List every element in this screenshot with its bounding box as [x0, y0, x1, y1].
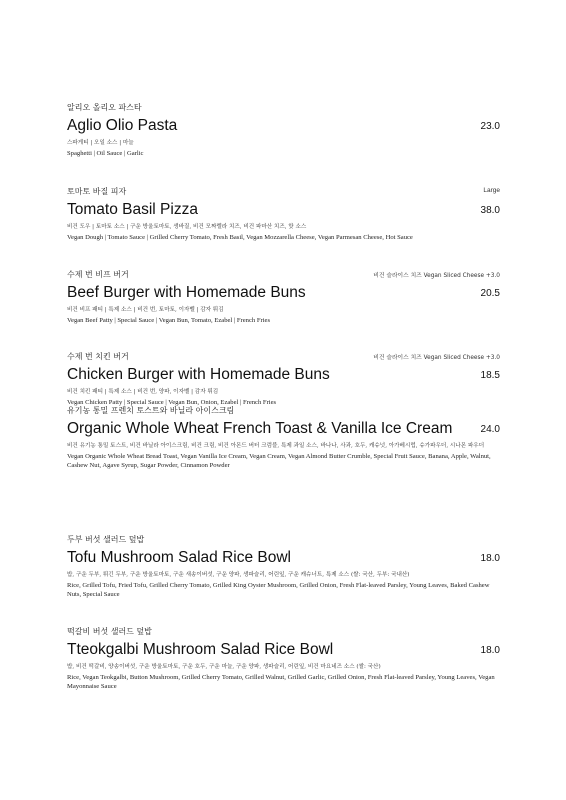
- item-price: 23.0: [480, 121, 500, 132]
- item-korean-name: 떡갈비 버섯 샐러드 덮밥: [67, 627, 152, 636]
- item-price: 18.5: [480, 370, 500, 381]
- item-ingredients-english: Rice, Vegan Teokgalbi, Button Mushroom, Grilled Cherry Tomato, Grilled Walnut, Grilled Garlic, Grilled Onion, Fresh Flat-leaved Parsley, Young Leaves, Vegan Mayonnaise Sauce: [67, 674, 495, 690]
- item-ingredients-english: Vegan Beef Patty | Special Sauce | Vegan Bun, Tomato, Ezabel | French Fries: [67, 317, 271, 324]
- item-price: 20.5: [480, 288, 500, 299]
- menu-item-aglio-olio: [67, 103, 500, 159]
- item-title: Tteokgalbi Mushroom Salad Rice Bowl: [67, 641, 334, 658]
- item-addon-note: 비건 슬라이스 치즈 Vegan Sliced Cheese +3.0: [373, 273, 500, 279]
- item-ingredients-korean: 밥, 구운 두부, 튀긴 두부, 구운 방울토마토, 구운 새송이버섯, 구운 양파, 생파슬리, 어린잎, 구운 캐슈너트, 특제 소스 (쌀: 국산, 두부: 국내산): [67, 572, 410, 578]
- item-ingredients-korean: 비건 도우 | 토마토 소스 | 구운 방울토마토, 생바질, 비건 모짜렐라 치즈, 비건 파마산 치즈, 핫 소스: [67, 224, 307, 230]
- menu-item-tofu-rice-bowl: [67, 535, 500, 599]
- item-ingredients-korean: 비건 치킨 패티 | 특제 소스 | 비건 번, 양파, 이자벨 | 감자 튀김: [67, 389, 219, 395]
- item-title: Organic Whole Wheat French Toast & Vanilla Ice Cream: [67, 420, 453, 437]
- item-title: Tomato Basil Pizza: [67, 201, 198, 218]
- item-ingredients-english: Vegan Chicken Patty | Special Sauce | Vegan Bun, Onion, Ezabel | French Fries: [67, 399, 277, 406]
- menu-item-french-toast: [67, 406, 500, 470]
- item-title: Aglio Olio Pasta: [67, 117, 178, 134]
- item-title: Beef Burger with Homemade Buns: [67, 284, 306, 301]
- item-price: 18.0: [480, 553, 500, 564]
- item-ingredients-english: Vegan Organic Whole Wheat Bread Toast, Vegan Vanilla Ice Cream, Vegan Cream, Vegan Almond Butter Crumble, Special Fruit Sauce, Banana, Apple, Walnut, Cashew Nut, Agave Syrup, Sugar Powder, Cinnamon Powder: [67, 453, 491, 469]
- menu-item-tomato-basil-pizza: [67, 187, 500, 243]
- item-price: 38.0: [480, 205, 500, 216]
- item-korean-name: 수제 번 치킨 버거: [67, 352, 129, 361]
- item-korean-name: 알리오 올리오 파스타: [67, 103, 142, 112]
- item-title: Tofu Mushroom Salad Rice Bowl: [67, 549, 291, 566]
- item-ingredients-english: Vegan Dough | Tomato Sauce | Grilled Cherry Tomato, Fresh Basil, Vegan Mozzarella Cheese, Vegan Parmesan Cheese, Hot Sauce: [67, 234, 413, 241]
- item-ingredients-korean: 비건 유기농 통밀 토스트, 비건 바닐라 아이스크림, 비건 크림, 비건 아몬드 버터 크럼블, 특제 과일 소스, 바나나, 사과, 호두, 캐슈넛, 아가베시럽, 슈가파우더, 시나몬 파우더: [67, 443, 485, 449]
- menu-item-beef-burger: [67, 270, 500, 326]
- menu-item-tteokgalbi-rice-bowl: [67, 627, 500, 691]
- item-price: 24.0: [480, 424, 500, 435]
- item-korean-name: 유기농 통밀 프렌치 토스트와 바닐라 아이스크림: [67, 406, 235, 415]
- item-ingredients-korean: 밥, 비건 떡갈비, 양송이버섯, 구운 방울토마토, 구운 호두, 구운 마늘, 구운 양파, 생파슬리, 어린잎, 비건 마요네즈 소스 (쌀: 국산): [67, 664, 381, 670]
- item-size: Large: [483, 187, 500, 194]
- item-ingredients-korean: 비건 비프 패티 | 특제 소스 | 비건 번, 토마토, 이자벨 | 감자 튀김: [67, 307, 224, 313]
- menu-item-chicken-burger: [67, 352, 500, 408]
- item-addon-note: 비건 슬라이스 치즈 Vegan Sliced Cheese +3.0: [373, 355, 500, 361]
- item-korean-name: 수제 번 비프 버거: [67, 270, 129, 279]
- item-title: Chicken Burger with Homemade Buns: [67, 366, 330, 383]
- item-korean-name: 토마토 바질 피자: [67, 187, 127, 196]
- item-ingredients-english: Rice, Grilled Tofu, Fried Tofu, Grilled Cherry Tomato, Grilled King Oyster Mushroom, Grilled Onion, Fresh Flat-leaved Parsley, Young Leaves, Baked Cashew Nuts, Special Sauce: [67, 582, 490, 598]
- item-ingredients-english: Spaghetti | Oil Sauce | Garlic: [67, 150, 144, 157]
- item-price: 18.0: [480, 645, 500, 656]
- item-korean-name: 두부 버섯 샐러드 덮밥: [67, 535, 145, 544]
- item-ingredients-korean: 스파게티 | 오일 소스 | 마늘: [67, 140, 134, 146]
